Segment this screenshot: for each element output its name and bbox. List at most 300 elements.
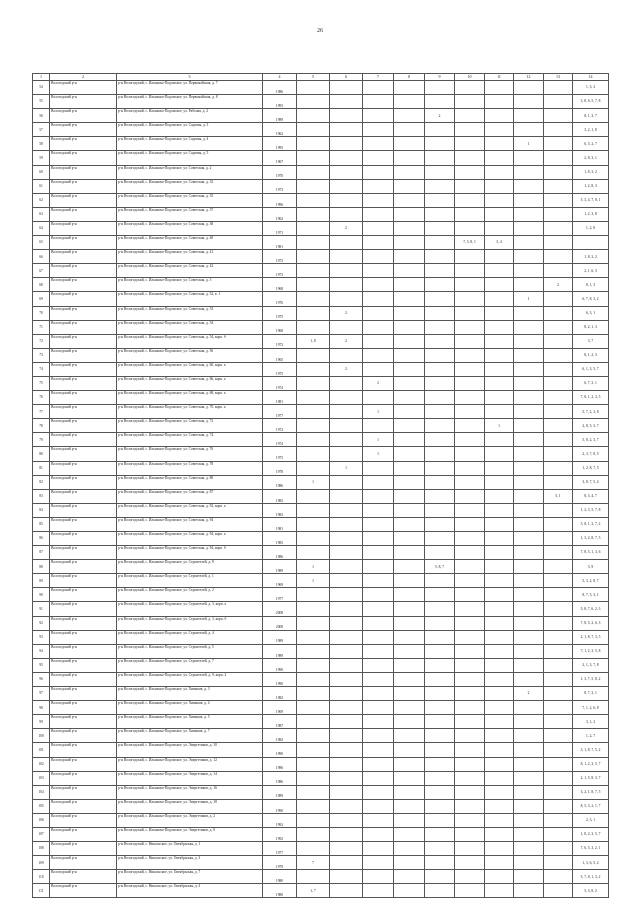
row-number-cell: 80 [33, 447, 50, 461]
value-cell-col-8 [394, 842, 425, 856]
value-cell-col-6 [330, 687, 363, 701]
value-cell-col-7 [363, 658, 394, 672]
year-cell: 1986 [263, 546, 297, 560]
value-cell-col-13 [544, 771, 573, 785]
value-cell-col-6 [330, 672, 363, 686]
value-cell-col-7 [363, 221, 394, 235]
address-cell: р-н Вологодский, с. Ильинско-Подомское, ул. Химиков, д. 5 [117, 715, 263, 729]
table-row [33, 546, 609, 560]
value-cell-col-13 [544, 842, 573, 856]
address-cell: р-н Вологодский, с. Ильинско-Подомское, ул. Советская, д. 5 [117, 278, 263, 292]
value-cell-col-5 [297, 827, 330, 841]
value-cell-col-5 [297, 362, 330, 376]
value-cell-col-8 [394, 672, 425, 686]
value-cell-col-14: 6, 3, 1 [573, 306, 609, 320]
value-cell-col-5 [297, 771, 330, 785]
district-cell: Вологодский р-н [50, 517, 117, 531]
value-cell-col-6 [330, 137, 363, 151]
value-cell-col-7 [363, 95, 394, 109]
value-cell-col-10 [455, 419, 485, 433]
value-cell-col-6 [330, 292, 363, 306]
value-cell-col-13 [544, 165, 573, 179]
year-cell: 1990 [263, 658, 297, 672]
value-cell-col-13 [544, 292, 573, 306]
value-cell-col-13 [544, 433, 573, 447]
table-row [33, 602, 609, 616]
value-cell-col-14: 1, 2, 8, 7, 5 [573, 461, 609, 475]
value-cell-col-13 [544, 870, 573, 884]
value-cell-col-12 [514, 207, 544, 221]
value-cell-col-8 [394, 391, 425, 405]
value-cell-col-10 [455, 856, 485, 870]
value-cell-col-13 [544, 207, 573, 221]
year-cell: 1979 [263, 856, 297, 870]
address-cell: р-н Вологодский, с. Ильинско-Подомское, ул. Советская, д. 94 [117, 517, 263, 531]
value-cell-col-8 [394, 334, 425, 348]
value-cell-col-9 [425, 264, 455, 278]
table-row [33, 151, 609, 165]
value-cell-col-12 [514, 870, 544, 884]
value-cell-col-14: 1, 3, 2 [573, 81, 609, 95]
value-cell-col-13 [544, 193, 573, 207]
address-cell: р-н Вологодский, с. Ильинско-Подомское, ул. Энергетиков, д. 8 [117, 827, 263, 841]
district-cell: Вологодский р-н [50, 687, 117, 701]
value-cell-col-13: 2 [544, 278, 573, 292]
value-cell-col-6 [330, 517, 363, 531]
year-cell: 1992 [263, 827, 297, 841]
value-cell-col-9 [425, 419, 455, 433]
column-header-14: 14 [573, 74, 609, 81]
value-cell-col-11 [485, 757, 514, 771]
value-cell-col-7 [363, 123, 394, 137]
value-cell-col-5 [297, 658, 330, 672]
value-cell-col-6 [330, 264, 363, 278]
value-cell-col-5: 7 [297, 856, 330, 870]
row-number-cell: 54 [33, 81, 50, 95]
row-number-cell: 69 [33, 292, 50, 306]
address-cell: р-н Вологодский, с. Ильинско-Подомское, ул. Советская, д. 38 [117, 221, 263, 235]
value-cell-col-8 [394, 250, 425, 264]
value-cell-col-7 [363, 532, 394, 546]
value-cell-col-10 [455, 320, 485, 334]
value-cell-col-11 [485, 391, 514, 405]
value-cell-col-9 [425, 137, 455, 151]
value-cell-col-13 [544, 95, 573, 109]
value-cell-col-6 [330, 109, 363, 123]
value-cell-col-10 [455, 95, 485, 109]
row-number-cell: 81 [33, 461, 50, 475]
value-cell-col-5 [297, 813, 330, 827]
row-number-cell: 64 [33, 221, 50, 235]
value-cell-col-6 [330, 193, 363, 207]
value-cell-col-9 [425, 292, 455, 306]
year-cell: 1965 [263, 348, 297, 362]
value-cell-col-11 [485, 517, 514, 531]
value-cell-col-12: 1 [514, 292, 544, 306]
value-cell-col-9 [425, 405, 455, 419]
district-cell: Вологодский р-н [50, 306, 117, 320]
value-cell-col-10 [455, 179, 485, 193]
value-cell-col-13 [544, 546, 573, 560]
district-cell: Вологодский р-н [50, 785, 117, 799]
year-cell: 1969 [263, 574, 297, 588]
page-number: 26 [317, 28, 323, 34]
value-cell-col-10 [455, 489, 485, 503]
row-number-cell: 111 [33, 884, 50, 898]
value-cell-col-7 [363, 179, 394, 193]
value-cell-col-7 [363, 151, 394, 165]
district-cell: Вологодский р-н [50, 884, 117, 898]
value-cell-col-9 [425, 165, 455, 179]
value-cell-col-10 [455, 574, 485, 588]
value-cell-col-11 [485, 264, 514, 278]
address-cell: р-н Вологодский, с. Никольское, ул. Октябрьская, д. 4 [117, 884, 263, 898]
value-cell-col-13 [544, 602, 573, 616]
value-cell-col-12 [514, 264, 544, 278]
value-cell-col-9 [425, 123, 455, 137]
district-cell: Вологодский р-н [50, 715, 117, 729]
value-cell-col-5 [297, 236, 330, 250]
table-row [33, 489, 609, 503]
value-cell-col-7 [363, 419, 394, 433]
value-cell-col-9 [425, 362, 455, 376]
column-header-11: 11 [485, 74, 514, 81]
district-cell: Вологодский р-н [50, 81, 117, 95]
year-cell: 1982 [263, 489, 297, 503]
value-cell-col-14: 7, 1, 2, 3, 5, 8 [573, 644, 609, 658]
value-cell-col-9 [425, 644, 455, 658]
value-cell-col-7 [363, 546, 394, 560]
table-row [33, 842, 609, 856]
district-cell: Вологодский р-н [50, 447, 117, 461]
value-cell-col-7 [363, 250, 394, 264]
value-cell-col-10 [455, 447, 485, 461]
value-cell-col-7 [363, 757, 394, 771]
value-cell-col-10 [455, 433, 485, 447]
value-cell-col-6 [330, 433, 363, 447]
district-cell: Вологодский р-н [50, 292, 117, 306]
value-cell-col-10 [455, 221, 485, 235]
district-cell: Вологодский р-н [50, 109, 117, 123]
value-cell-col-12 [514, 95, 544, 109]
value-cell-col-5 [297, 687, 330, 701]
address-cell: р-н Вологодский, с. Ильинско-Подомское, ул. Садовая, д. 5 [117, 151, 263, 165]
value-cell-col-13 [544, 757, 573, 771]
value-cell-col-6: 2 [330, 334, 363, 348]
value-cell-col-12 [514, 658, 544, 672]
value-cell-col-8 [394, 489, 425, 503]
address-cell: р-н Вологодский, с. Ильинско-Подомское, ул. Химиков, д. 4 [117, 701, 263, 715]
value-cell-col-7 [363, 574, 394, 588]
value-cell-col-7 [363, 616, 394, 630]
value-cell-col-6: 1 [330, 461, 363, 475]
value-cell-col-14: 5, 7, 8, 1, 3, 2 [573, 870, 609, 884]
value-cell-col-7 [363, 687, 394, 701]
address-cell: р-н Вологодский, с. Ильинско-Подомское, ул. Энергетиков, д. 14 [117, 771, 263, 785]
value-cell-col-14: 8, 7, 5, 3, 1 [573, 588, 609, 602]
value-cell-col-9 [425, 278, 455, 292]
address-cell: р-н Вологодский, с. Ильинско-Подомское, ул. Советская, д. 60, корп. а [117, 362, 263, 376]
value-cell-col-11 [485, 687, 514, 701]
value-cell-col-14: 3, 1, 8, 7, 5, 2 [573, 743, 609, 757]
district-cell: Вологодский р-н [50, 701, 117, 715]
value-cell-col-13 [544, 856, 573, 870]
value-cell-col-9 [425, 376, 455, 390]
value-cell-col-10 [455, 278, 485, 292]
value-cell-col-6 [330, 813, 363, 827]
value-cell-col-6 [330, 503, 363, 517]
value-cell-col-9 [425, 785, 455, 799]
value-cell-col-11 [485, 165, 514, 179]
value-cell-col-12 [514, 560, 544, 574]
value-cell-col-14: 8, 1, 3, 7 [573, 109, 609, 123]
year-cell: 2008 [263, 616, 297, 630]
table-row [33, 264, 609, 278]
value-cell-col-14: 6, 1, 3, 5, 7 [573, 362, 609, 376]
table-row [33, 687, 609, 701]
value-cell-col-14: 2, 1, 5, 8, 3, 7 [573, 771, 609, 785]
value-cell-col-14: 2, 3, 7, 8, 5 [573, 447, 609, 461]
value-cell-col-13 [544, 658, 573, 672]
value-cell-col-13 [544, 616, 573, 630]
value-cell-col-14: 8, 3, 4, 7 [573, 489, 609, 503]
value-cell-col-6 [330, 757, 363, 771]
value-cell-col-14: 6, 5, 2, 7 [573, 137, 609, 151]
value-cell-col-12 [514, 433, 544, 447]
table-row [33, 405, 609, 419]
table-row [33, 827, 609, 841]
value-cell-col-8 [394, 602, 425, 616]
value-cell-col-12 [514, 179, 544, 193]
value-cell-col-9 [425, 179, 455, 193]
value-cell-col-13 [544, 785, 573, 799]
value-cell-col-12 [514, 532, 544, 546]
value-cell-col-9 [425, 334, 455, 348]
value-cell-col-5 [297, 546, 330, 560]
year-cell: 1990 [263, 672, 297, 686]
value-cell-col-5 [297, 320, 330, 334]
district-cell: Вологодский р-н [50, 461, 117, 475]
value-cell-col-12 [514, 672, 544, 686]
value-cell-col-10 [455, 813, 485, 827]
value-cell-col-8 [394, 109, 425, 123]
value-cell-col-14: 2, 8, 3, 1 [573, 151, 609, 165]
value-cell-col-12 [514, 109, 544, 123]
row-number-cell: 102 [33, 757, 50, 771]
value-cell-col-14: 1, 3, 7, 5, 8, 2 [573, 672, 609, 686]
value-cell-col-12 [514, 221, 544, 235]
year-cell: 1980 [263, 884, 297, 898]
value-cell-col-11 [485, 405, 514, 419]
value-cell-col-9 [425, 588, 455, 602]
value-cell-col-5 [297, 207, 330, 221]
value-cell-col-10 [455, 743, 485, 757]
value-cell-col-9 [425, 672, 455, 686]
district-cell: Вологодский р-н [50, 799, 117, 813]
value-cell-col-11 [485, 320, 514, 334]
value-cell-col-9 [425, 602, 455, 616]
value-cell-col-7 [363, 602, 394, 616]
value-cell-col-14: 1, 2, 8, 3 [573, 179, 609, 193]
year-cell: 1962 [263, 123, 297, 137]
district-cell: Вологодский р-н [50, 574, 117, 588]
value-cell-col-10 [455, 785, 485, 799]
row-number-cell: 65 [33, 236, 50, 250]
table-row [33, 884, 609, 898]
value-cell-col-5 [297, 842, 330, 856]
value-cell-col-8 [394, 715, 425, 729]
address-cell: р-н Вологодский, с. Ильинско-Подомское, ул. Первомайская, д. 8 [117, 95, 263, 109]
value-cell-col-12 [514, 715, 544, 729]
value-cell-col-13 [544, 503, 573, 517]
value-cell-col-13 [544, 306, 573, 320]
value-cell-col-10 [455, 503, 485, 517]
table-row [33, 672, 609, 686]
address-cell: р-н Вологодский, с. Ильинско-Подомское, ул. Советская, д. 68, корп. а [117, 391, 263, 405]
value-cell-col-13 [544, 137, 573, 151]
value-cell-col-10 [455, 658, 485, 672]
row-number-cell: 89 [33, 574, 50, 588]
row-number-cell: 63 [33, 207, 50, 221]
district-cell: Вологодский р-н [50, 856, 117, 870]
value-cell-col-7 [363, 391, 394, 405]
row-number-cell: 110 [33, 870, 50, 884]
district-cell: Вологодский р-н [50, 320, 117, 334]
table-row [33, 517, 609, 531]
column-header-7: 7 [363, 74, 394, 81]
value-cell-col-6 [330, 658, 363, 672]
value-cell-col-6 [330, 419, 363, 433]
address-cell: р-н Вологодский, с. Никольское, ул. Октябрьская, д. 3 [117, 856, 263, 870]
value-cell-col-7 [363, 207, 394, 221]
value-cell-col-8 [394, 292, 425, 306]
value-cell-col-7 [363, 870, 394, 884]
value-cell-col-5 [297, 193, 330, 207]
address-cell: р-н Вологодский, с. Ильинско-Подомское, ул. Советская, д. 94, корп. а [117, 532, 263, 546]
value-cell-col-11 [485, 109, 514, 123]
row-number-cell: 72 [33, 334, 50, 348]
district-cell: Вологодский р-н [50, 729, 117, 743]
value-cell-col-9 [425, 81, 455, 95]
value-cell-col-6: 2 [330, 306, 363, 320]
value-cell-col-8 [394, 207, 425, 221]
value-cell-col-6 [330, 715, 363, 729]
year-cell: 1989 [263, 560, 297, 574]
value-cell-col-5 [297, 81, 330, 95]
value-cell-col-7 [363, 813, 394, 827]
value-cell-col-12 [514, 785, 544, 799]
value-cell-col-11 [485, 856, 514, 870]
address-cell: р-н Вологодский, с. Ильинско-Подомское, ул. Энергетиков, д. 12 [117, 757, 263, 771]
value-cell-col-7 [363, 362, 394, 376]
value-cell-col-7: 1 [363, 447, 394, 461]
value-cell-col-14: 8, 1, 2, 3, 5, 7 [573, 757, 609, 771]
value-cell-col-13 [544, 687, 573, 701]
value-cell-col-11 [485, 151, 514, 165]
value-cell-col-10 [455, 729, 485, 743]
row-number-cell: 55 [33, 95, 50, 109]
value-cell-col-6 [330, 447, 363, 461]
value-cell-col-11 [485, 123, 514, 137]
value-cell-col-13 [544, 236, 573, 250]
address-cell: р-н Вологодский, с. Ильинско-Подомское, ул. Советская, д. 35 [117, 193, 263, 207]
row-number-cell: 105 [33, 799, 50, 813]
value-cell-col-6: 2 [330, 362, 363, 376]
value-cell-col-12 [514, 842, 544, 856]
year-cell: 1968 [263, 320, 297, 334]
table-body [33, 81, 609, 898]
value-cell-col-8 [394, 306, 425, 320]
district-cell: Вологодский р-н [50, 362, 117, 376]
value-cell-col-9 [425, 447, 455, 461]
value-cell-col-5 [297, 306, 330, 320]
year-cell: 1970 [263, 165, 297, 179]
value-cell-col-5 [297, 165, 330, 179]
value-cell-col-5 [297, 250, 330, 264]
row-number-cell: 87 [33, 546, 50, 560]
value-cell-col-5 [297, 95, 330, 109]
value-cell-col-12 [514, 743, 544, 757]
address-cell: р-н Вологодский, с. Ильинско-Подомское, ул. Советская, д. 70, корп. а [117, 405, 263, 419]
value-cell-col-6 [330, 630, 363, 644]
value-cell-col-8 [394, 193, 425, 207]
table-row [33, 461, 609, 475]
value-cell-col-14: 5, 8, 7, 6, 2, 3 [573, 602, 609, 616]
value-cell-col-11 [485, 813, 514, 827]
value-cell-col-12 [514, 306, 544, 320]
row-number-cell: 90 [33, 588, 50, 602]
row-number-cell: 73 [33, 348, 50, 362]
value-cell-col-10 [455, 306, 485, 320]
value-cell-col-11: 3, 4 [485, 236, 514, 250]
value-cell-col-10 [455, 672, 485, 686]
district-cell: Вологодский р-н [50, 870, 117, 884]
value-cell-col-8 [394, 701, 425, 715]
address-cell: р-н Вологодский, с. Ильинско-Подомское, ул. Рабочая, д. 2 [117, 109, 263, 123]
value-cell-col-13 [544, 813, 573, 827]
value-cell-col-11 [485, 842, 514, 856]
district-cell: Вологодский р-н [50, 503, 117, 517]
value-cell-col-9 [425, 461, 455, 475]
value-cell-col-8 [394, 447, 425, 461]
row-number-cell: 108 [33, 842, 50, 856]
value-cell-col-8 [394, 687, 425, 701]
value-cell-col-13 [544, 264, 573, 278]
district-cell: Вологодский р-н [50, 489, 117, 503]
value-cell-col-8 [394, 532, 425, 546]
value-cell-col-6 [330, 165, 363, 179]
value-cell-col-11 [485, 799, 514, 813]
table-row [33, 644, 609, 658]
district-cell: Вологодский р-н [50, 376, 117, 390]
district-cell: Вологодский р-н [50, 546, 117, 560]
value-cell-col-9 [425, 193, 455, 207]
value-cell-col-5 [297, 489, 330, 503]
value-cell-col-10 [455, 588, 485, 602]
value-cell-col-11 [485, 616, 514, 630]
district-cell: Вологодский р-н [50, 827, 117, 841]
value-cell-col-5 [297, 503, 330, 517]
value-cell-col-6 [330, 701, 363, 715]
value-cell-col-5 [297, 532, 330, 546]
value-cell-col-8 [394, 517, 425, 531]
value-cell-col-7 [363, 348, 394, 362]
address-cell: р-н Вологодский, с. Ильинско-Подомское, ул. Советская, д. 66, корп. а [117, 376, 263, 390]
value-cell-col-7 [363, 503, 394, 517]
value-cell-col-12 [514, 151, 544, 165]
value-cell-col-6 [330, 799, 363, 813]
value-cell-col-8 [394, 405, 425, 419]
